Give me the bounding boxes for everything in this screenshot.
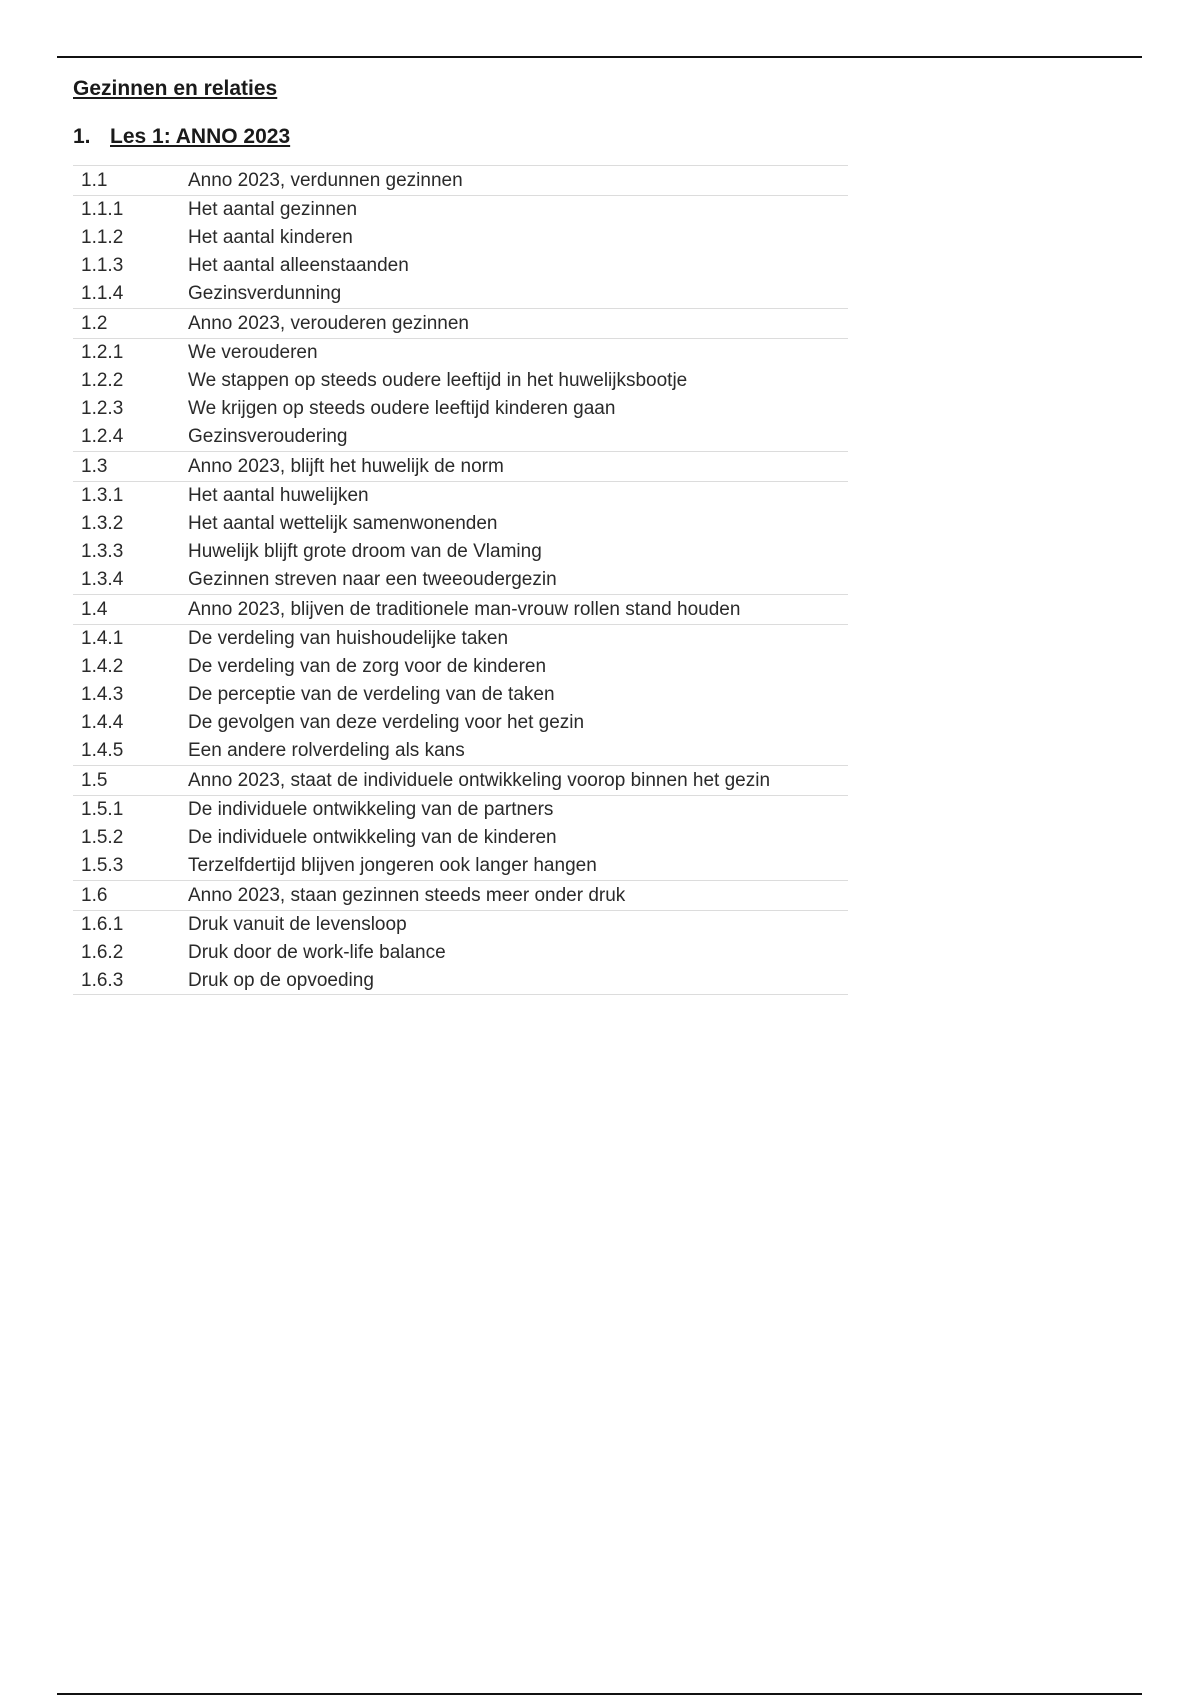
toc-section-row [73,594,848,625]
toc-number: 1.3 [81,455,108,477]
toc-entry-text: Het aantal gezinnen [188,199,358,220]
toc-subsection-row [73,681,848,709]
toc-number: 1.4 [81,598,108,620]
document-title: Gezinnen en relaties [73,77,278,100]
toc-subsection-row [73,939,848,967]
toc-entry-text: Het aantal kinderen [188,227,353,248]
toc-entry-text: De individuele ontwikkeling van de kinderen [188,827,557,848]
toc-entry-text: Gezinsverdunning [188,283,342,304]
toc-number: 1.1 [81,169,108,191]
document-body [73,70,853,995]
toc-entry-text: Een andere rolverdeling als kans [188,740,465,761]
toc-number: 1.2.3 [81,398,124,419]
toc-entry-text: Het aantal alleenstaanden [188,255,409,276]
toc-number: 1.2.1 [81,342,124,363]
toc-entry-text: We krijgen op steeds oudere leeftijd kinderen gaan [188,398,616,419]
toc-entry-text: Terzelfdertijd blijven jongeren ook langer hangen [188,855,597,876]
toc-subsection-row [73,280,848,308]
chapter-title: Les 1: ANNO 2023 [110,125,291,148]
toc-number: 1.1.1 [81,199,124,220]
toc-subsection-row [73,625,848,653]
toc-entry-text: Anno 2023, blijft het huwelijk de norm [188,455,504,477]
toc-number: 1.2 [81,312,108,334]
toc-subsection-row [73,852,848,880]
toc-number: 1.2.4 [81,426,124,447]
toc-number: 1.5.2 [81,827,124,848]
toc-entry-text: De individuele ontwikkeling van de partners [188,799,554,820]
toc-entry-text: Anno 2023, verouderen gezinnen [188,312,470,334]
toc-number: 1.4.1 [81,628,124,649]
toc-subsection-row [73,653,848,681]
toc-subsection-row [73,196,848,224]
toc-entry-text: Het aantal wettelijk samenwonenden [188,513,498,534]
toc-subsection-row [73,510,848,538]
toc-number: 1.4.5 [81,740,124,761]
toc-entry-text: De verdeling van huishoudelijke taken [188,628,509,649]
toc-number: 1.4.4 [81,712,124,733]
toc-number: 1.6.2 [81,942,124,963]
toc-entry-text: We verouderen [188,342,318,363]
toc-number: 1.2.2 [81,370,124,391]
footer-rule [57,1693,1142,1695]
toc-section-row [73,165,848,196]
toc-subsection-row [73,252,848,280]
toc-number: 1.3.3 [81,541,124,562]
toc-number: 1.3.1 [81,485,124,506]
toc-entry-text: Anno 2023, staat de individuele ontwikkeling voorop binnen het gezin [188,769,771,791]
toc-number: 1.4.2 [81,656,124,677]
chapter-number: 1. [73,125,91,148]
toc-entry-text: Druk op de opvoeding [188,969,374,991]
toc-number: 1.5 [81,769,108,791]
toc-entry-text: Het aantal huwelijken [188,485,369,506]
toc-subsection-row [73,482,848,510]
toc-entry-text: Druk door de work-life balance [188,942,446,963]
toc-subsection-row [73,911,848,939]
toc-subsection-row [73,224,848,252]
toc-section-row [73,308,848,339]
toc-subsection-row [73,709,848,737]
toc-subsection-row [73,737,848,765]
toc-entry-text: De perceptie van de verdeling van de taken [188,684,555,705]
toc-number: 1.3.2 [81,513,124,534]
toc-number: 1.6.1 [81,914,124,935]
toc-subsection-row [73,566,848,594]
toc-number: 1.1.2 [81,227,124,248]
header-rule [57,56,1142,58]
toc-number: 1.6 [81,884,108,906]
toc-entry-text: De gevolgen van deze verdeling voor het gezin [188,712,585,733]
toc-entry-text: We stappen op steeds oudere leeftijd in het huwelijksbootje [188,370,688,391]
toc-number: 1.6.3 [81,969,124,991]
toc-subsection-row [73,423,848,451]
toc-number: 1.1.3 [81,255,124,276]
toc-entry-text: Huwelijk blijft grote droom van de Vlaming [188,541,542,562]
toc-subsection-row [73,538,848,566]
toc-subsection-row [73,367,848,395]
toc-entry-text: Anno 2023, verdunnen gezinnen [188,169,463,191]
toc-section-row [73,765,848,796]
toc-entry-text: Anno 2023, staan gezinnen steeds meer onder druk [188,884,626,906]
toc-subsection-row [73,339,848,367]
toc-subsection-row [73,395,848,423]
toc-subsection-row [73,967,848,995]
toc-section-row [73,880,848,911]
chapter-heading [73,123,853,151]
toc-number: 1.4.3 [81,684,124,705]
toc-subsection-row [73,824,848,852]
toc-entry-text: Gezinsveroudering [188,426,348,447]
toc-entry-text: Anno 2023, blijven de traditionele man-vrouw rollen stand houden [188,598,741,620]
toc-entry-text: Druk vanuit de levensloop [188,914,407,935]
table-of-contents [73,165,848,995]
toc-entry-text: De verdeling van de zorg voor de kinderen [188,656,547,677]
toc-entry-text: Gezinnen streven naar een tweeoudergezin [188,569,557,590]
toc-number: 1.1.4 [81,283,124,304]
toc-subsection-row [73,796,848,824]
toc-section-row [73,451,848,482]
toc-number: 1.5.3 [81,855,124,876]
toc-number: 1.5.1 [81,799,124,820]
toc-number: 1.3.4 [81,569,124,590]
